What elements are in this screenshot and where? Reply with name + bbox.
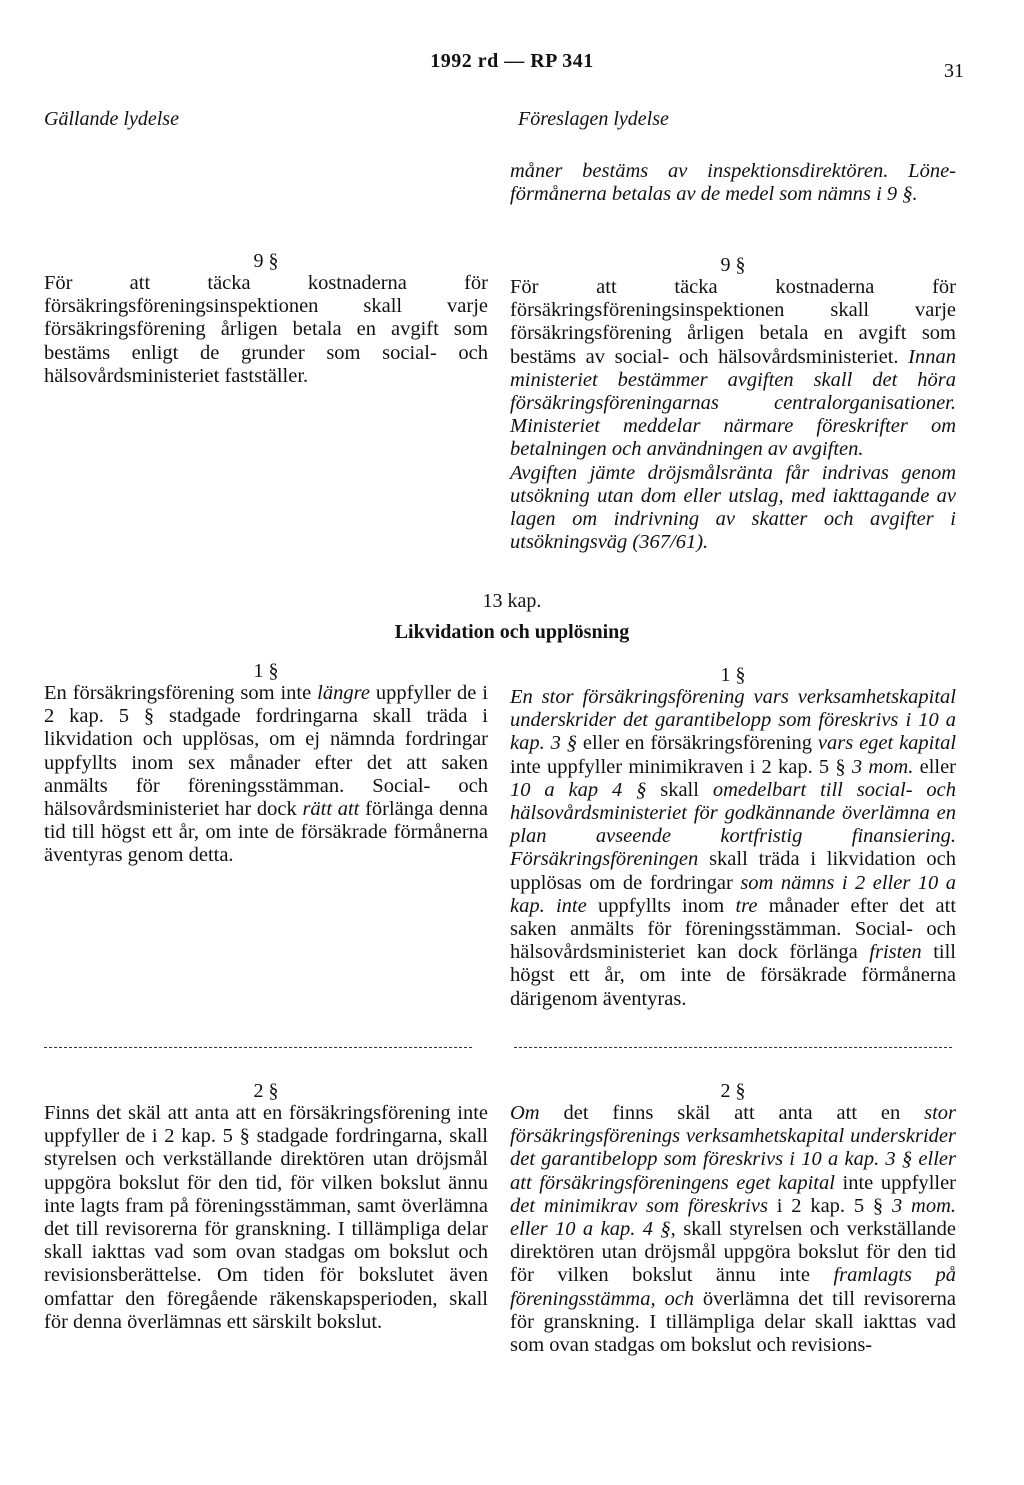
right-column-heading: Föreslagen lydelse — [518, 108, 669, 130]
section-9-left-text: För att täcka kostnaderna för försäkringsföreningsinspektionen skall varje försäkringsförening årligen betala en avgift som bestäms enligt de grunder som social- och hälsovårdsministeriet fastställer. — [44, 272, 488, 387]
page-header-title: 1992 rd — RP 341 — [430, 50, 594, 72]
section-2-right-text: Om det finns skäl att anta att en stor försäkringsförenings verksamhetskapital underskrider det garantibelopp som föreskrivs i 10 a kap. 3 § eller att försäkringsföreningens eget kapital inte uppfyller det minimikrav som föreskrivs i 2 kap. 5 § 3 mom. eller 10 a kap. 4 §, skall styrelsen och verkställande direktören utan dröjsmål uppgöra bokslut för den tid för vilken bokslut ännu inte framlagts på föreningsstämma, och överlämna det till revisorerna för granskning. I tillämpliga delar skall iakttas vad som ovan stadgas om bokslut och revisions- — [510, 1102, 957, 1357]
page-number: 31 — [944, 60, 964, 82]
chapter-title: Likvidation och upplösning — [394, 621, 630, 643]
right-top-fragment: måner bestäms av inspektionsdirektören. Löne-förmånerna betalas av de medel som nämns i 9 §. — [510, 160, 956, 206]
section-9-right-text: För att täcka kostnaderna för försäkringsföreningsinspektionen skall varje försäkringsförening årligen betala en avgift som bestäms av social- och hälsovårdsministeriet. Innan ministeriet bestämmer avgiften skall det höra försäkringsföreningarnas centralorganisationer. Ministeriet meddelar närmare föreskrifter om betalningen och användningen av avgiften. Avgiften jämte dröjsmålsränta får indrivas genom utsökning utan dom eller utslag, med iakttagande av lagen om indrivning av skatter och avgifter i utsökningsväg (367/61). — [510, 276, 956, 554]
section-1-left-text: En försäkringsförening som inte längre uppfyller de i 2 kap. 5 § stadgade fordringarna skall träda i likvidation och upplösas, om ej nämnda fordringar uppfyllts inom sex månader efter det att saken anmälts för föreningsstämman. Social- och hälsovårdsministeriet har dock rätt att förlänga denna tid till högst ett år, om inte de försäkrade förmånerna äventyras genom detta. — [44, 682, 489, 867]
left-column-heading: Gällande lydelse — [44, 108, 179, 130]
section-2-left-text: Finns det skäl att anta att en försäkringsförening inte uppfyller de i 2 kap. 5 § stadgade fordringarna, skall styrelsen och verkställande direktören utan dröjsmål uppgöra bokslut för den tid, för vilken bokslut ännu inte lagts fram på föreningsstämman, samt överlämna det till revisorerna för granskning. I tillämpliga delar skall iakttas vad som ovan stadgas om bokslut och revisionsberättelse. Om tiden för bokslutet även omfattar den föregående räkenskapsperioden, skall för denna överlämnas ett särskilt bokslut. — [44, 1102, 488, 1333]
section-2-label-right: 2 § — [720, 1080, 746, 1102]
right-separator — [514, 1047, 952, 1048]
section-2-label-left: 2 § — [253, 1080, 279, 1102]
section-1-label-right: 1 § — [720, 664, 746, 686]
left-separator — [44, 1047, 472, 1048]
section-9-label-right: 9 § — [720, 254, 746, 276]
section-1-right-text: En stor försäkringsförening vars verksamhetskapital underskrider det garantibelopp som föreskrivs i 10 a kap. 3 § eller en försäkringsförening vars eget kapital inte uppfyller minimikraven i 2 kap. 5 § 3 mom. eller 10 a kap 4 § skall omedelbart till social- och hälsovårdsministeriet för godkännande överlämna en plan avseende kortfristig finansiering. Försäkringsföreningen skall träda i likvidation och upplösas om de fordringar som nämns i 2 eller 10 a kap. inte uppfyllts inom tre månader efter det att saken anmälts för föreningsstämman. Social- och hälsovårdsministeriet kan dock förlänga fristen till högst ett år, om inte de försäkrade förmånerna därigenom äventyras. — [510, 686, 957, 1010]
section-9-label-left: 9 § — [253, 250, 279, 272]
section-1-label-left: 1 § — [253, 660, 279, 682]
chapter-number: 13 kap. — [482, 590, 542, 612]
